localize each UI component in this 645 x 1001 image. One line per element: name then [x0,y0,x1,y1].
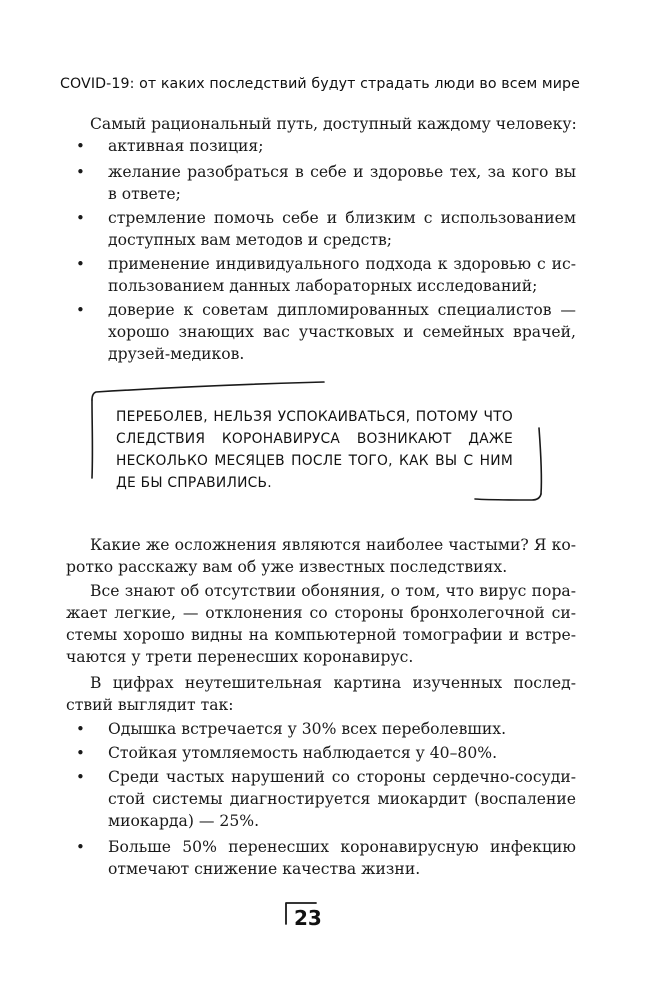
intro-item-2-line-2: в ответе; [108,185,181,203]
body-paragraph-1-line-2: ротко расскажу вам об уже известных последствиях. [66,558,508,576]
callout-bracket-right [539,428,541,494]
intro-item-5-line-3: друзей-медиков. [108,345,245,363]
running-title: COVID-19: от каких последствий будут страдать люди во всем мире [60,76,580,92]
bullet-marker: • [76,744,85,762]
bullet-marker: • [76,301,85,319]
callout-line-3: НЕСКОЛЬКО МЕСЯЦЕВ ПОСЛЕ ТОГО, КАК ВЫ С НИМ [116,453,513,469]
page-number: 23 [294,906,322,930]
body-paragraph-2-line-2: жает легкие, — отклонения со стороны бронхолегочной си- [66,604,576,622]
intro-item-3-line-1: стремление помочь себе и близким с использованием [108,209,576,227]
bullet-marker: • [76,163,85,181]
body-item-3-line-1: Среди частых нарушений со стороны сердечно-сосуди- [108,768,576,786]
bullet-marker: • [76,209,85,227]
intro-item-3-line-2: доступных вам методов и средств; [108,231,393,249]
callout-line-1: ПЕРЕБОЛЕВ, НЕЛЬЗЯ УСПОКАИВАТЬСЯ, ПОТОМУ ЧТО [116,409,513,425]
body-paragraph-2-line-1: Все знают об отсутствии обоняния, о том, что вирус пора- [90,582,576,600]
intro-item-2-line-1: желание разобраться в себе и здоровье тех, за кого вы [108,163,576,181]
intro-item-1-line-1: активная позиция; [108,137,264,155]
body-paragraph-3-line-1: В цифрах неутешительная картина изученных послед- [90,674,576,692]
bullet-marker: • [76,137,85,155]
callout-line-2: СЛЕДСТВИЯ КОРОНАВИРУСА ВОЗНИКАЮТ ДАЖЕ [116,431,513,447]
body-item-4-line-2: отмечают снижение качества жизни. [108,860,421,878]
intro-item-4-line-1: применение индивидуального подхода к здоровью с ис- [108,255,576,273]
bullet-marker: • [76,720,85,738]
callout-line-4: ДЕ БЫ СПРАВИЛИСЬ. [116,475,272,491]
bullet-marker: • [76,768,85,786]
body-paragraph-2-line-3: стемы хорошо видны на компьютерной томографии и встре- [66,626,576,644]
body-paragraph-1-line-1: Какие же осложнения являются наиболее частыми? Я ко- [90,536,576,554]
intro-item-5-line-1: доверие к советам дипломированных специалистов — [108,301,576,319]
intro-item-5-line-2: хорошо знающих вас участковых и семейных врачей, [108,323,576,341]
callout-bracket-top-left [92,382,324,400]
body-item-1-line-1: Одышка встречается у 30% всех переболевших. [108,720,507,738]
body-item-3-line-3: миокарда) — 25%. [108,812,260,830]
intro-item-4-line-2: пользованием данных лабораторных исследований; [108,277,538,295]
bullet-marker: • [76,255,85,273]
body-item-4-line-1: Больше 50% перенесших коронавирусную инфекцию [108,838,576,856]
callout-bracket-bottom-right [475,494,541,500]
bullet-marker: • [76,838,85,856]
body-paragraph-2-line-4: чаются у трети перенесших коронавирус. [66,648,414,666]
body-item-3-line-2: стой системы диагностируется миокардит (воспаление [108,790,576,808]
body-item-2-line-1: Стойкая утомляемость наблюдается у 40–80%. [108,744,498,762]
body-paragraph-3-line-2: ствий выглядит так: [66,696,234,714]
intro-lead: Самый рациональный путь, доступный каждому человеку: [90,115,577,133]
